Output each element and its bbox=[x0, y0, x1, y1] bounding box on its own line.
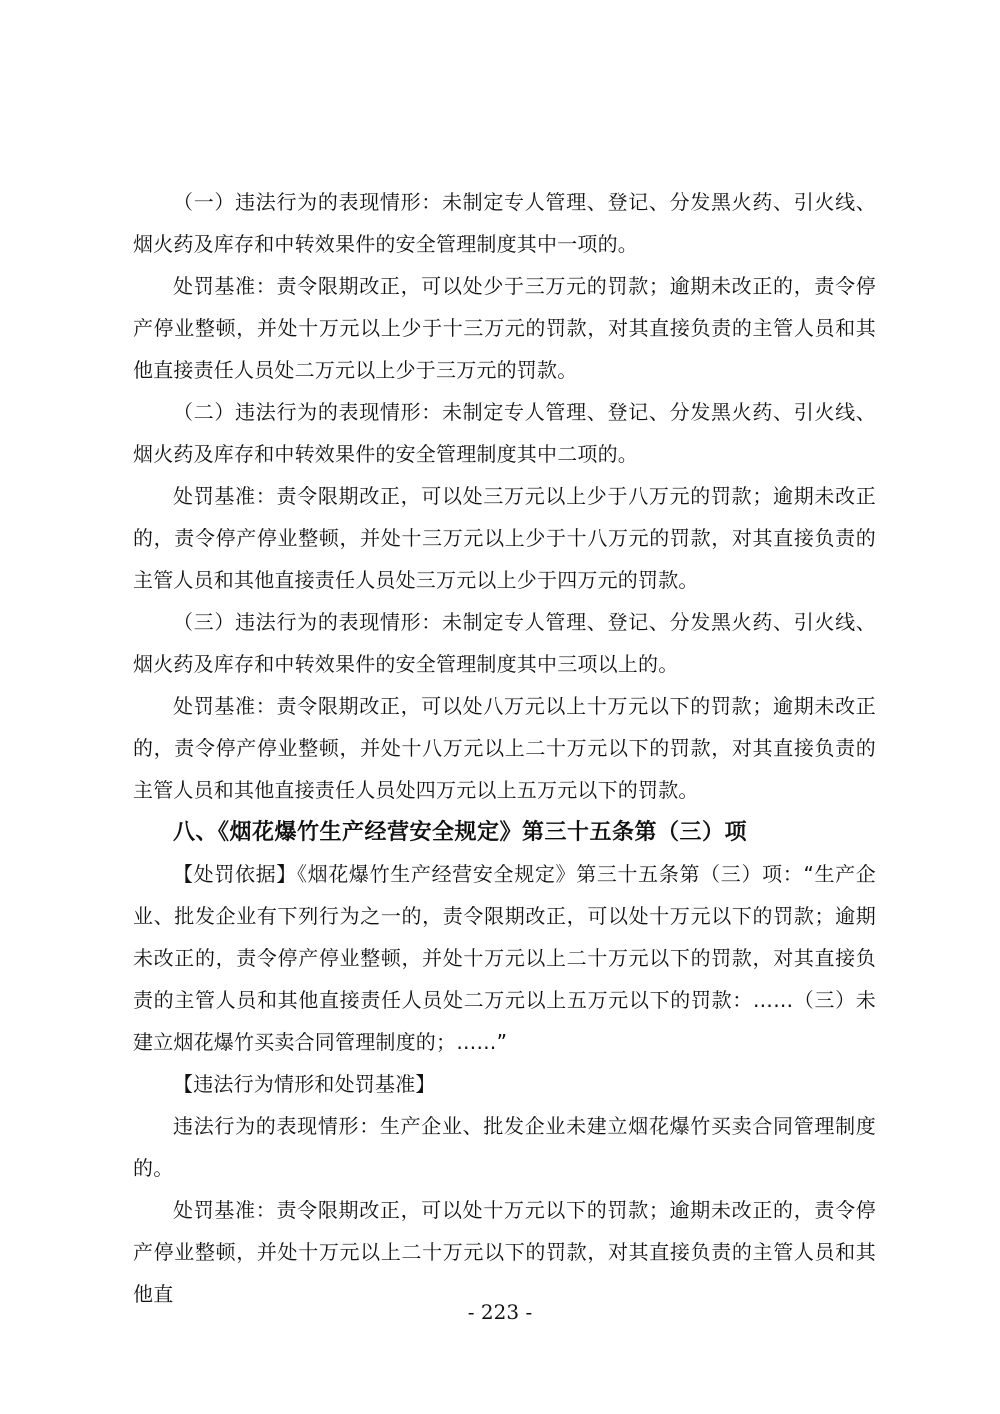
violation-case: 违法行为的表现情形：生产企业、批发企业未建立烟花爆竹买卖合同管理制度的。 bbox=[133, 1114, 876, 1180]
subsection-label: 【违法行为情形和处罚基准】 bbox=[173, 1072, 436, 1096]
violation-case-3: （三）违法行为的表现情形：未制定专人管理、登记、分发黑火药、引火线、烟火药及库存和中转效果件的安全管理制度其中三项以上的。 bbox=[133, 610, 876, 676]
penalty-standard: 处罚基准：责令限期改正，可以处十万元以下的罚款；逾期未改正的，责令停产停业整顿，并处十万元以上二十万元以下的罚款，对其直接负责的主管人员和其他直 bbox=[133, 1198, 876, 1306]
section-heading: 八、《烟花爆竹生产经营安全规定》第三十五条第（三）项 bbox=[173, 819, 748, 845]
document-body bbox=[133, 181, 876, 1315]
penalty-standard-2: 处罚基准：责令限期改正，可以处三万元以上少于八万元的罚款；逾期未改正的，责令停产停业整顿，并处十三万元以上少于十八万元的罚款，对其直接负责的主管人员和其他直接责任人员处三万元以上少于四万元的罚款。 bbox=[133, 484, 876, 592]
violation-case-2: （二）违法行为的表现情形：未制定专人管理、登记、分发黑火药、引火线、烟火药及库存和中转效果件的安全管理制度其中二项的。 bbox=[133, 400, 876, 466]
penalty-standard-1: 处罚基准：责令限期改正，可以处少于三万元的罚款；逾期未改正的，责令停产停业整顿，并处十万元以上少于十三万元的罚款，对其直接负责的主管人员和其他直接责任人员处二万元以上少于三万元的罚款。 bbox=[133, 274, 876, 382]
penalty-standard-3: 处罚基准：责令限期改正，可以处八万元以上十万元以下的罚款；逾期未改正的，责令停产停业整顿，并处十八万元以上二十万元以下的罚款，对其直接负责的主管人员和其他直接责任人员处四万元以上五万元以下的罚款。 bbox=[133, 694, 876, 802]
penalty-basis: 【处罚依据】《烟花爆竹生产经营安全规定》第三十五条第（三）项：“生产企业、批发企业有下列行为之一的，责令限期改正，可以处十万元以下的罚款；逾期未改正的，责令停产停业整顿，并处十万元以上二十万元以下的罚款，对其直接负责的主管人员和其他直接责任人员处二万元以上五万元以下的罚款：……（三）未建立烟花爆竹买卖合同管理制度的；……” bbox=[133, 862, 876, 1054]
page-number: - 223 - bbox=[467, 1300, 533, 1324]
violation-case-1: （一）违法行为的表现情形：未制定专人管理、登记、分发黑火药、引火线、烟火药及库存和中转效果件的安全管理制度其中一项的。 bbox=[133, 190, 876, 256]
